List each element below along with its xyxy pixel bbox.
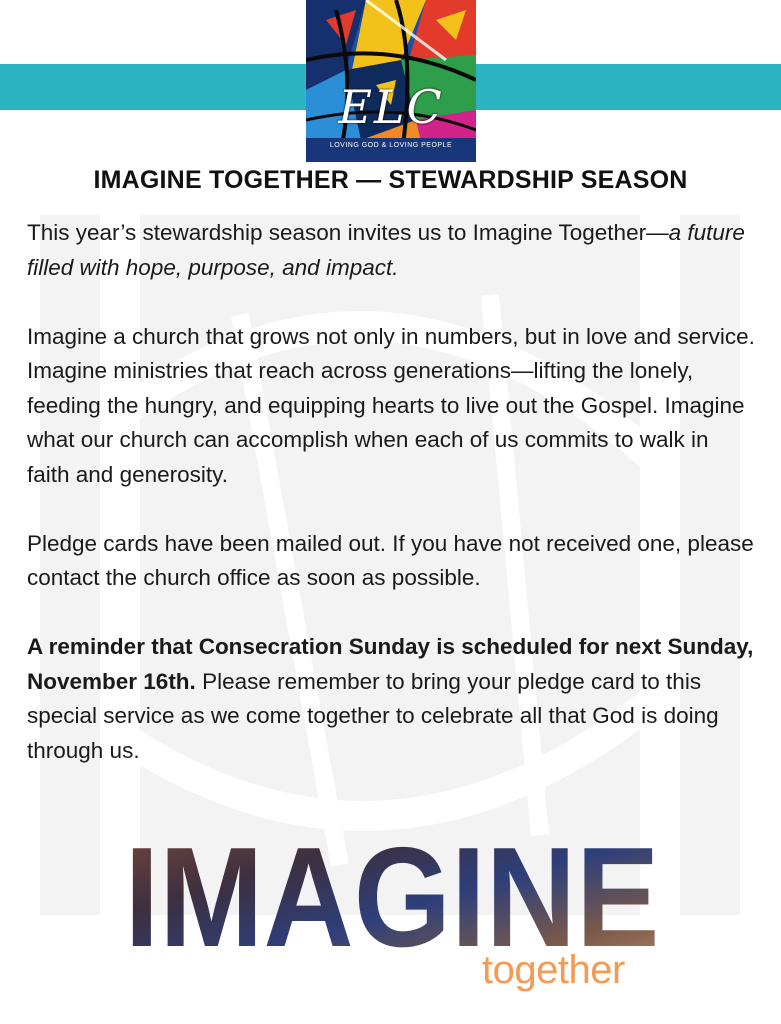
together-word: together — [482, 948, 625, 992]
church-logo — [306, 0, 476, 162]
page-title: IMAGINE TOGETHER — STEWARDSHIP SEASON — [93, 166, 688, 194]
intro-paragraph — [27, 216, 757, 285]
imagine-paragraph: Imagine a church that grows not only in numbers, but in love and service. Imagine ministries that reach across generations—lifting the lonely, feeding the hungry, and equipping hearts to live out the Gospel. Imagine what our church can accomplish when each of us commits to walk in faith and generosity. — [27, 323, 755, 487]
logo-monogram: ELC — [338, 80, 444, 134]
imagine-photo-lettering — [122, 838, 662, 953]
pledge-paragraph: Pledge cards have been mailed out. If you have not received one, please contact the church office as soon as possible. — [27, 530, 754, 590]
reminder-bold-text: A reminder that Consecration Sunday is scheduled for next Sunday, November 16th. — [27, 634, 754, 694]
intro-italic-text: a future filled with hope, purpose, and impact. — [27, 220, 745, 280]
article-body — [27, 216, 757, 768]
reminder-text: Please remember to bring your pledge card to this special service as we come together to celebrate all that God is doing through us. — [27, 668, 719, 763]
reminder-paragraph — [27, 630, 757, 768]
intro-text: This year’s stewardship season invites us to Imagine Together— — [27, 220, 669, 245]
imagine-word: IMAGINE — [124, 838, 660, 953]
logo-tagline: LOVING GOD & LOVING PEOPLE — [329, 142, 453, 149]
